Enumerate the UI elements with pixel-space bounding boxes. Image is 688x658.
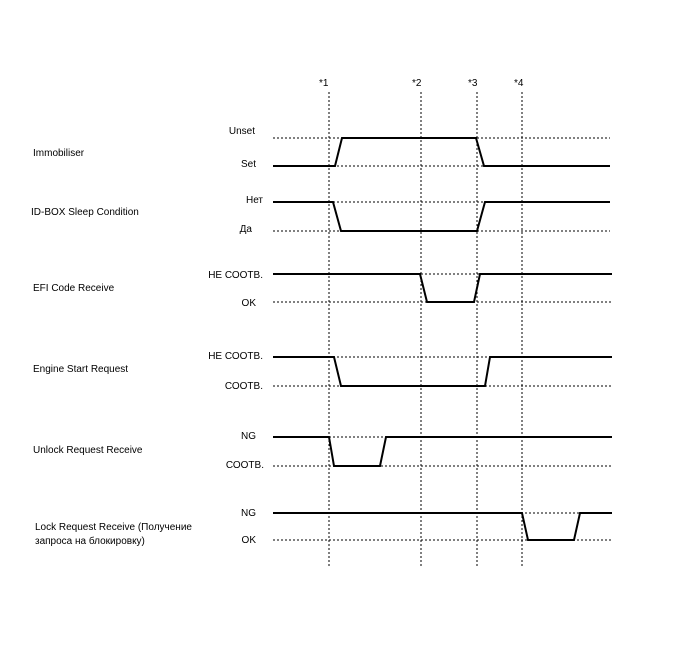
signal-name: EFI Code Receive bbox=[33, 283, 115, 294]
signal-high-label: НЕ СООТВ. bbox=[208, 351, 263, 362]
signal-engine-start-request bbox=[33, 351, 612, 392]
marker-labels bbox=[319, 78, 524, 89]
marker-lines bbox=[329, 92, 522, 566]
signal-low-label: OK bbox=[241, 298, 256, 309]
signal-efi-code-receive bbox=[33, 270, 612, 309]
signal-id-box-sleep-condition bbox=[31, 195, 610, 235]
marker-label-3: *3 bbox=[468, 78, 478, 89]
signal-name: ID-BOX Sleep Condition bbox=[31, 207, 139, 218]
signal-low-label: Set bbox=[240, 159, 256, 170]
signal-waveform bbox=[273, 513, 612, 540]
marker-label-4: *4 bbox=[514, 78, 524, 89]
signal-waveform bbox=[273, 437, 612, 466]
signal-lock-request-receive bbox=[35, 508, 612, 547]
signal-waveform bbox=[273, 202, 610, 231]
signal-low-label: СООТВ. bbox=[224, 381, 263, 392]
signal-waveform bbox=[273, 274, 612, 302]
signal-waveform bbox=[273, 357, 612, 386]
signal-immobiliser bbox=[33, 126, 610, 170]
signal-name-line-2: запроса на блокировку) bbox=[35, 536, 145, 547]
signal-name: Immobiliser bbox=[33, 148, 85, 159]
signal-high-label: NG bbox=[241, 431, 256, 442]
signal-name-line-1: Lock Request Receive (Получение bbox=[35, 522, 192, 533]
signal-name: Engine Start Request bbox=[33, 364, 129, 375]
marker-label-1: *1 bbox=[319, 78, 329, 89]
signal-unlock-request-receive bbox=[33, 431, 612, 471]
signal-high-label: Нет bbox=[245, 195, 263, 206]
signal-high-label: НЕ СООТВ. bbox=[208, 270, 263, 281]
signal-low-label: OK bbox=[241, 535, 256, 546]
signal-high-label: Unset bbox=[228, 126, 255, 137]
marker-label-2: *2 bbox=[412, 78, 422, 89]
signal-waveform bbox=[273, 138, 610, 166]
signal-high-label: NG bbox=[241, 508, 256, 519]
signal-name: Unlock Request Receive bbox=[33, 445, 143, 456]
signal-low-label: Да bbox=[239, 224, 252, 235]
signal-low-label: СООТВ. bbox=[225, 460, 264, 471]
